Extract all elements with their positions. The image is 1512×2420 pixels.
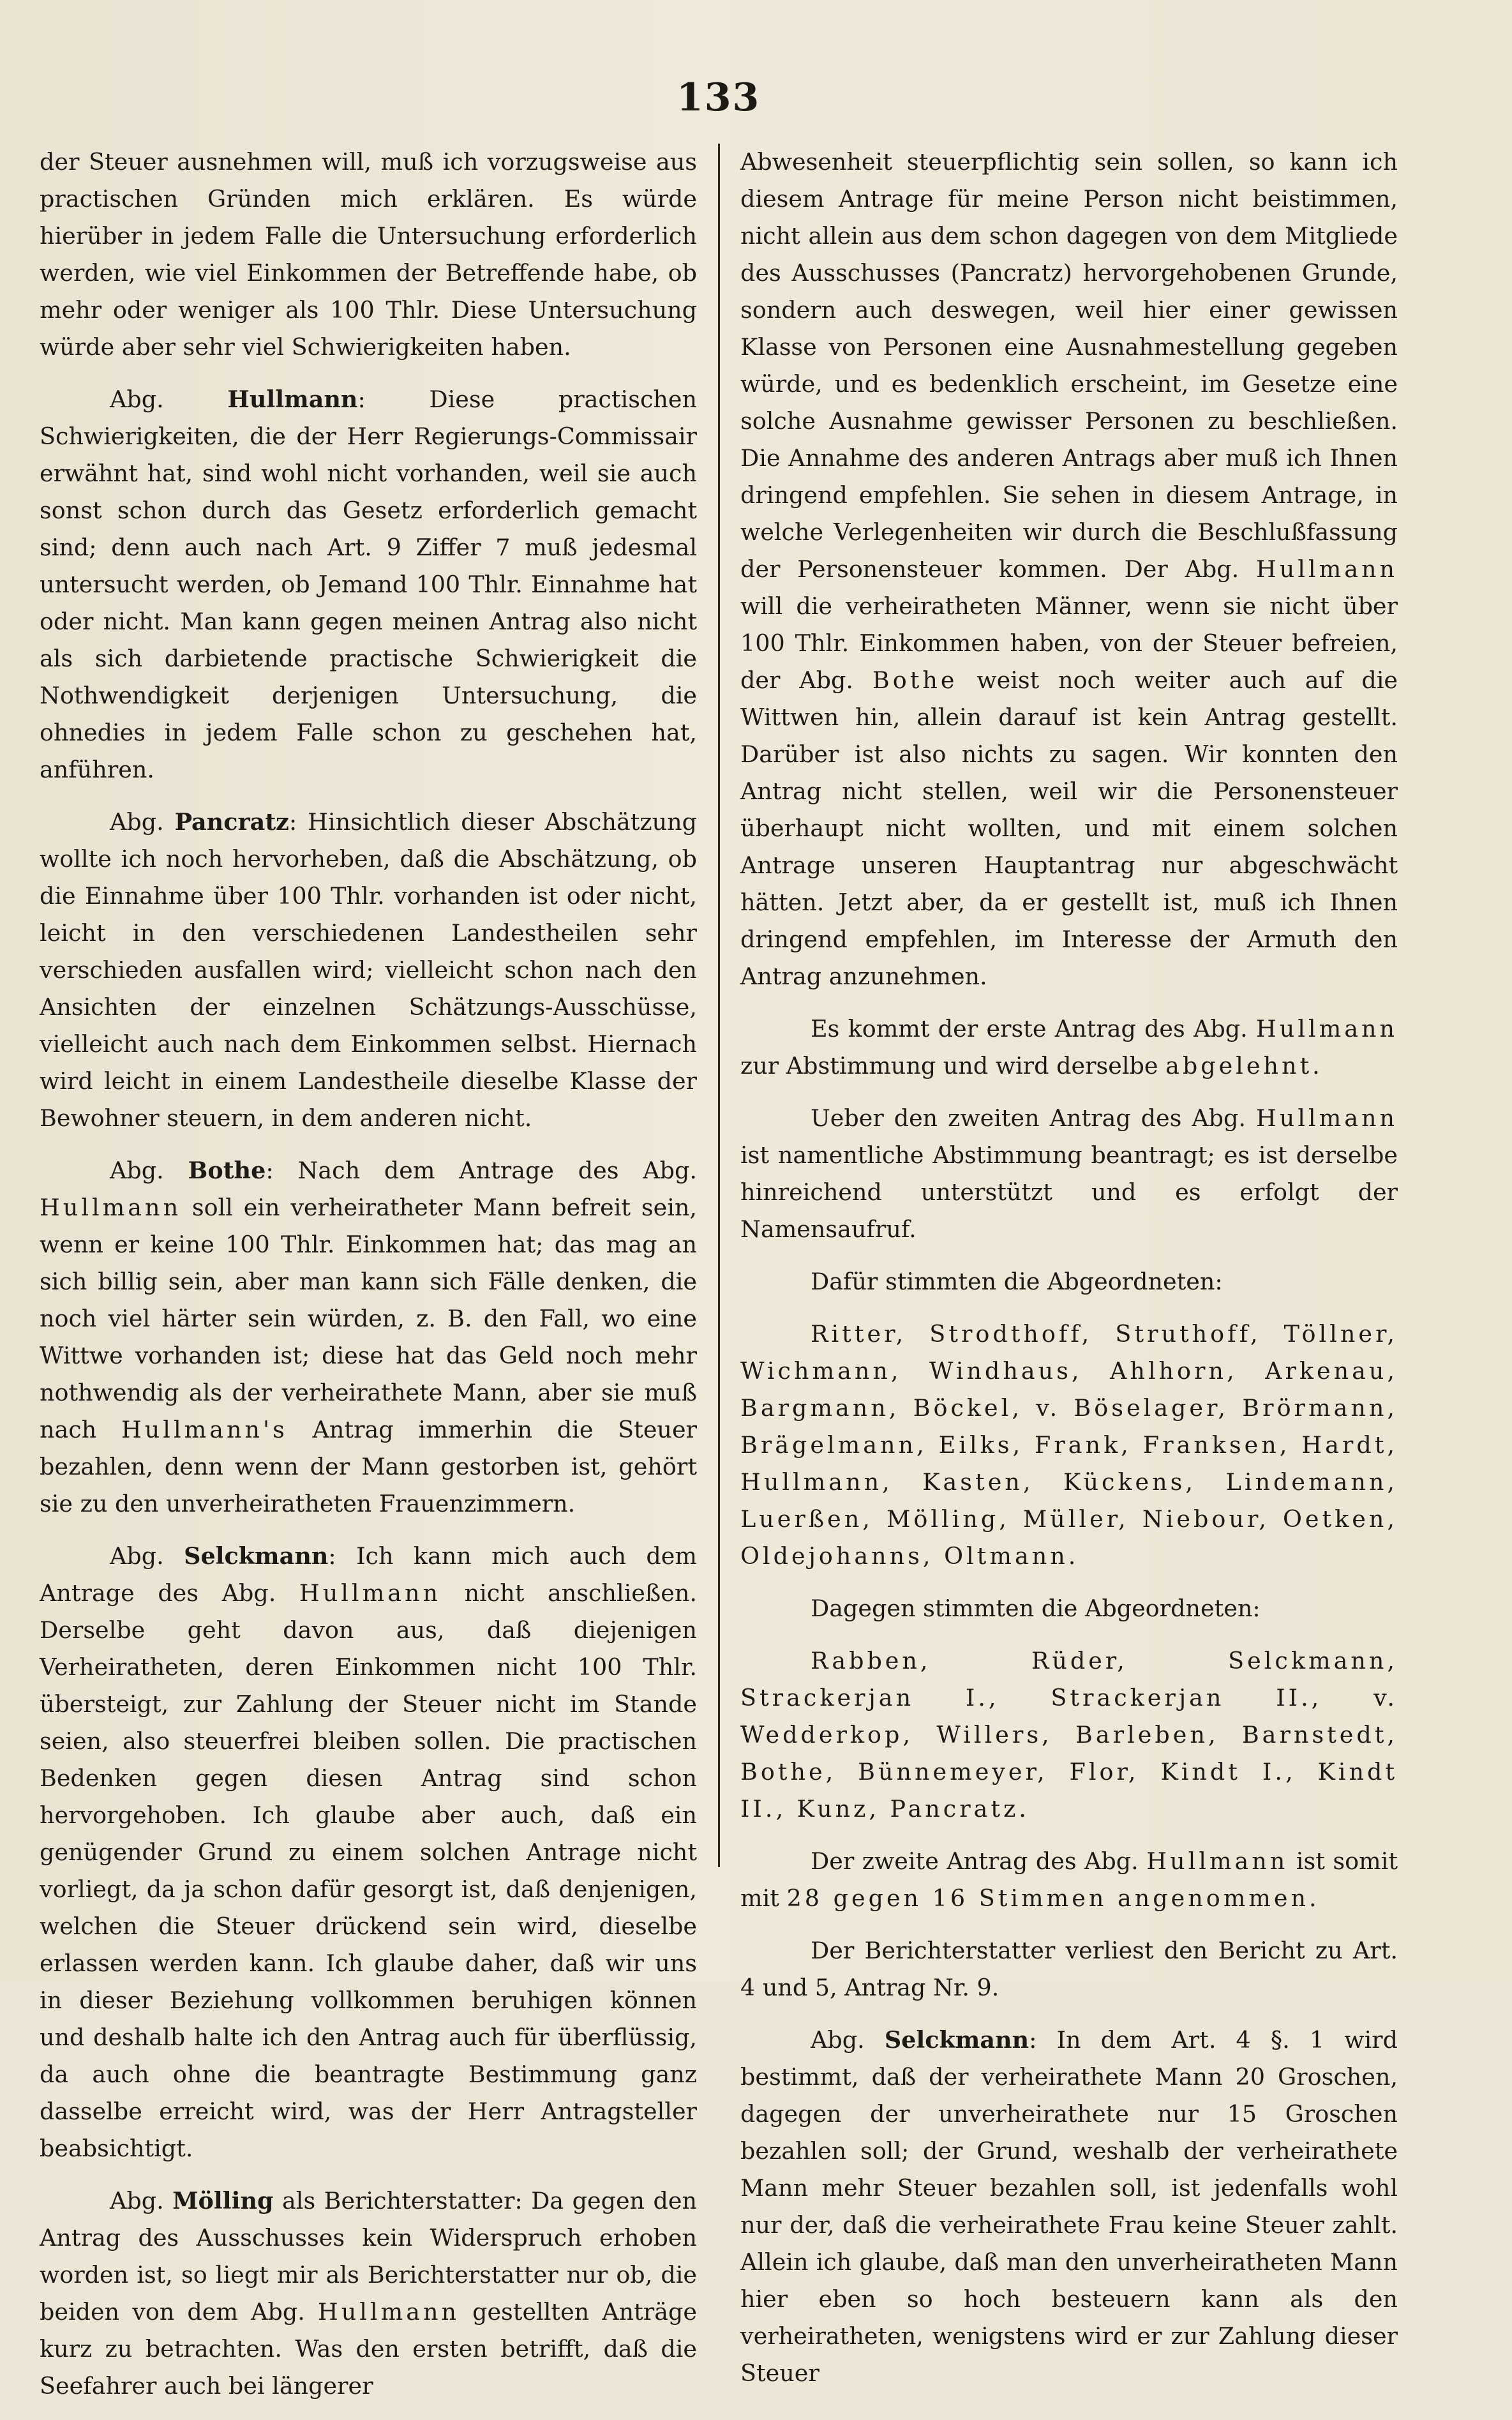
speaker-name: Pancratz xyxy=(174,808,289,836)
text-run: : Hinsichtlich dieser Abschätzung wollte ich noch hervorheben, daß die Abschätzung, ob die Einnahme über 100 Thlr. vorhanden ist oder nicht, leicht in den verschiedenen Landestheilen sehr verschieden ausfallen wird; vielleicht schon nach den Ansichten der einzelnen Schätzungs-Ausschüsse, vielleicht auch nach dem Einkommen selbst. Hiernach wird leicht in einem Landestheile dieselbe Klasse der Bewohner steuern, in dem anderen nicht. xyxy=(40,808,697,1132)
text-run: soll ein verheiratheter Mann befreit sein, wenn er keine 100 Thlr. Einkommen hat; das mag an sich billig sein, aber man kann sich Fälle denken, die noch viel härter sein würden, z. B. den Fall, wo eine Wittwe vorhanden ist; diese hat das Geld noch mehr nothwendig als der verheirathete Mann, aber sie muß nach xyxy=(40,1194,697,1443)
paragraph xyxy=(740,1590,1398,1627)
paragraph xyxy=(740,1263,1398,1300)
text-run: : Nach dem Antrage des Abg. xyxy=(266,1157,697,1184)
text-run: Abg. xyxy=(110,808,175,836)
text-run: . xyxy=(1309,1884,1317,1912)
text-run: Abg. xyxy=(110,2187,173,2214)
text-run: Abg. xyxy=(110,1157,188,1184)
spaced-text: Hullmann xyxy=(40,1194,182,1221)
paragraph xyxy=(40,1152,697,1522)
left-column xyxy=(40,144,697,2420)
spaced-text: 28 gegen 16 Stimmen angenommen xyxy=(786,1884,1310,1912)
spaced-text: Rabben, Rüder, Selckmann, Strackerjan I., Strackerjan II., v. Wedderkop, Willers, Barleben, Barnstedt, Bothe, Bünnemeyer, Flor, Kindt I., Kindt II., Kunz, Pancratz. xyxy=(740,1647,1398,1823)
text-run: gestellten Anträge kurz zu betrachten. Was den ersten betrifft, daß die Seefahrer auch bei längerer xyxy=(40,2298,697,2400)
text-run: Dagegen stimmten die Abgeordneten: xyxy=(811,1595,1261,1622)
text-run: als Berichterstatter: Da gegen den Antrag des Ausschusses kein Widerspruch erhoben worden ist, so liegt mir als Berichterstatter nur ob, die beiden von dem Abg. xyxy=(40,2187,697,2326)
paragraph xyxy=(740,1011,1398,1085)
text-run: will die verheiratheten Männer, wenn sie nicht über 100 Thlr. Einkommen haben, von der Steuer befreien, der Abg. xyxy=(740,592,1398,694)
text-run: Der zweite Antrag des Abg. xyxy=(811,1847,1147,1875)
spaced-text: Hullmann's xyxy=(121,1416,288,1443)
speaker-name: Selckmann xyxy=(884,2026,1029,2054)
text-run: Der Berichterstatter verliest den Bericht zu Art. 4 und 5, Antrag Nr. 9. xyxy=(740,1937,1398,2001)
speaker-name: Mölling xyxy=(172,2187,274,2214)
paragraph xyxy=(40,381,697,788)
speaker-name: Hullmann xyxy=(227,386,358,413)
text-run: zur Abstimmung und wird derselbe xyxy=(740,1052,1166,1079)
paragraph xyxy=(740,1316,1398,1575)
text-run: Es kommt der erste Antrag des Abg. xyxy=(811,1015,1256,1042)
text-run: Abg. xyxy=(811,2026,885,2054)
text-run: : Diese practischen Schwierigkeiten, die der Herr Regierungs-Commissair erwähnt hat, sind wohl nicht vorhanden, weil sie auch sonst schon durch das Gesetz erforderlich gemacht sind; denn auch nach Art. 9 Ziffer 7 muß jedesmal untersucht werden, ob Jemand 100 Thlr. Einnahme hat oder nicht. Man kann gegen meinen Antrag also nicht als sich darbietende practische Schwierigkeit die Nothwendigkeit derjenigen Untersuchung, die ohnedies in jedem Falle schon zu geschehen hat, anführen. xyxy=(40,386,697,783)
spaced-text: Hullmann xyxy=(299,1579,441,1607)
paragraph xyxy=(40,144,697,366)
column-divider xyxy=(718,144,720,1867)
spaced-text: Hullmann xyxy=(1255,555,1398,583)
text-run: ist somit mit xyxy=(740,1847,1398,1912)
paragraph xyxy=(40,804,697,1137)
page-number: 133 xyxy=(677,75,761,120)
text-run: Dafür stimmten die Abgeordneten: xyxy=(811,1268,1223,1295)
text-run: Abg. xyxy=(110,1542,184,1570)
spaced-text: Hullmann xyxy=(1146,1847,1289,1875)
text-run: Abg. xyxy=(110,386,228,413)
text-run: ist namentliche Abstimmung beantragt; es ist derselbe hinreichend unterstützt und es erfolgt der Namensaufruf. xyxy=(740,1141,1398,1243)
text-run: der Steuer ausnehmen will, muß ich vorzugsweise aus practischen Gründen mich erklären. Es würde hierüber in jedem Falle die Untersuchung erforderlich werden, wie viel Einkommen der Betreffende habe, ob mehr oder weniger als 100 Thlr. Diese Untersuchung würde aber sehr viel Schwierigkeiten haben. xyxy=(40,148,697,361)
text-run: Abwesenheit steuerpflichtig sein sollen, so kann ich diesem Antrage für meine Person nicht beistimmen, nicht allein aus dem schon dagegen von dem Mitgliede des Ausschusses (Pancratz) hervorgehobenen Grunde, sondern auch deswegen, weil hier einer gewissen Klasse von Personen eine Ausnahmestellung gegeben würde, und es bedenklich erscheint, im Gesetze eine solche Ausnahme gewisser Personen zu beschließen. Die Annahme des anderen Antrags aber muß ich Ihnen dringend empfehlen. Sie sehen in diesem Antrage, in welche Verlegenheiten wir durch die Beschlußfassung der Personensteuer kommen. Der Abg. xyxy=(740,148,1398,583)
spaced-text: Bothe xyxy=(872,666,958,694)
text-run: . xyxy=(1312,1052,1320,1079)
text-run: nicht anschließen. Derselbe geht davon aus, daß diejenigen Verheiratheten, deren Einkommen nicht 100 Thlr. übersteigt, zur Zahlung der Steuer nicht im Stande seien, also steuerfrei bleiben sollen. Die practischen Bedenken gegen diesen Antrag sind schon hervorgehoben. Ich glaube aber auch, daß ein genügender Grund zu einem solchen Antrage nicht vorliegt, da ja schon dafür gesorgt ist, daß denjenigen, welchen die Steuer drückend sein wird, dieselbe erlassen werden kann. Ich glaube daher, daß wir uns in dieser Beziehung vollkommen beruhigen können und deshalb halte ich den Antrag auch für überflüssig, da auch ohne die beantragte Bestimmung ganz dasselbe erreicht wird, was der Herr Antragsteller beabsichtigt. xyxy=(40,1579,697,2162)
paragraph xyxy=(740,1843,1398,1917)
spaced-text: Ritter, Strodthoff, Struthoff, Töllner, Wichmann, Windhaus, Ahlhorn, Arkenau, Bargmann, Böckel, v. Böselager, Brörmann, Brägelmann, Eilks, Frank, Franksen, Hardt, Hullmann, Kasten, Kückens, Lindemann, Luerßen, Mölling, Müller, Niebour, Oetken, Oldejohanns, Oltmann. xyxy=(740,1320,1398,1570)
speaker-name: Selckmann xyxy=(184,1542,329,1570)
paragraph xyxy=(740,2022,1398,2392)
text-run: : In dem Art. 4 §. 1 wird bestimmt, daß der verheirathete Mann 20 Groschen, dagegen der unverheirathete nur 15 Groschen bezahlen soll; der Grund, weshalb der verheirathete Mann mehr Steuer bezahlen soll, ist jedenfalls wohl nur der, daß die verheirathete Frau keine Steuer zahlt. Allein ich glaube, daß man den unverheiratheten Mann hier eben so hoch besteuern kann als den verheiratheten, wenigstens wird er zur Zahlung dieser Steuer xyxy=(740,2026,1398,2387)
paragraph xyxy=(740,144,1398,995)
text-run: : Ich kann mich auch dem Antrage des Abg. xyxy=(40,1542,697,1607)
speaker-name: Bothe xyxy=(188,1157,266,1184)
paragraph xyxy=(40,2183,697,2405)
spaced-text: Hullmann xyxy=(317,2298,460,2326)
spaced-text: Hullmann xyxy=(1255,1015,1398,1042)
text-run: weist noch weiter auch auf die Wittwen hin, allein darauf ist kein Antrag gestellt. Darüber ist also nichts zu sagen. Wir konnten den Antrag nicht stellen, weil wir die Personensteuer überhaupt nicht wollten, und mit einem solchen Antrage unseren Hauptantrag nur abgeschwächt hätten. Jetzt aber, da er gestellt ist, muß ich Ihnen dringend empfehlen, im Interesse der Armuth den Antrag anzunehmen. xyxy=(740,666,1398,990)
paragraph xyxy=(40,1538,697,2167)
paragraph xyxy=(740,1932,1398,2006)
text-run: Ueber den zweiten Antrag des Abg. xyxy=(811,1104,1256,1132)
paragraph xyxy=(740,1642,1398,1828)
right-column xyxy=(740,144,1398,2407)
spaced-text: Hullmann xyxy=(1255,1104,1398,1132)
spaced-text: abgelehnt xyxy=(1165,1052,1313,1079)
paragraph xyxy=(740,1100,1398,1248)
text-run: Antrag immerhin die Steuer bezahlen, denn wenn der Mann gestorben ist, gehört sie zu den unverheiratheten Frauenzimmern. xyxy=(40,1416,697,1517)
